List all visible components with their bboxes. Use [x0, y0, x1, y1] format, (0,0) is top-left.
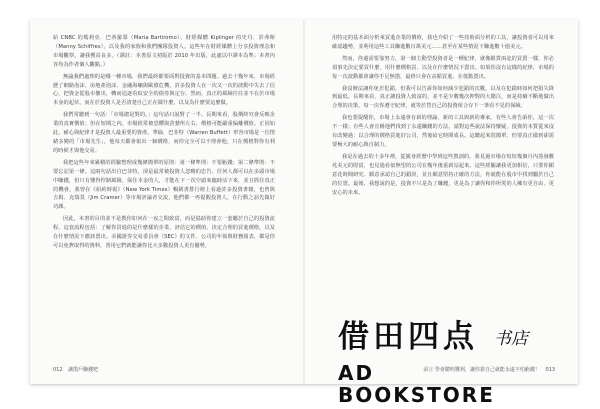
right-running-title: 學會聰明獲利，讓你靠自己就能永遠不怕虧錢！ — [434, 367, 540, 373]
left-page-number: 012 — [53, 367, 63, 373]
watermark-chinese-text: 借田四点 — [338, 319, 478, 355]
left-running-title: 讓散戶賺錢吧 — [68, 367, 99, 373]
watermark-english-text: AD BOOKSTORE — [338, 361, 495, 407]
right-paragraph-5: 我是在過去的十多年裡，從親身經歷中學到這些教訓的。我見過市場在短短幾個月內蒸發數兆美元的財富，也見過看似無望的公司在幾年後重新站起來。這些經驗讓我更加相信，只要你願意花時間研究、願意承認自己的錯誤，並且願意堅持正確的方法，你就能在股市中找到屬於自己的位置。最後，我想說的是，投資不只是為了賺錢，更是為了讓你和你所愛的人擁有更自由、更安心的未來。 — [332, 153, 554, 196]
right-page — [332, 34, 554, 364]
bookstore-watermark-logo — [338, 319, 538, 407]
left-paragraph-1: 給 CNBC 的瑪莉亞．巴蒂羅慕（Maria Bartiromo）、財經媒體 Kiplinger 的史丹．許弗斯（Manny Schiffres），以及我的家族和我們團隊投資人。這些年在財經媒體上分享投資理念和市場觀察，讓我獲益良多。（譯註：本書原文初版於 2010 年出版，此處以中譯本為準；本書內容均為作者個人觀點。） — [53, 35, 275, 68]
right-paragraph-3: 我沒辦法讓你免於犯錯，但我可以告訴你如何減少犯錯的次數，以及在犯錯時如何把損失降到最低。長期來看，真正讓投資人致富的，並不是少數幾次押對的大賭注，而是持續不斷地做出合理的決策。每一次你遵守紀律，就等於替自己的投資組合存下一筆看不見的保險。 — [332, 85, 554, 110]
left-page-folio — [53, 366, 98, 373]
watermark-sub-text: 书店 — [494, 329, 528, 349]
right-paragraph-4: 我也要提醒你，市場上永遠會有新的理論、新的工具與新的專家。有些人會告訴你，這一次不一樣；有些人會宣稱他們找到了永遠賺錢的方法。請對這些說法保持懷疑。投資的本質從來沒有改變過：以合理的價格買進好公司，然後給它時間成長。這聽起來很簡單，但要真正做到卻需要極大的耐心與自制力。 — [332, 115, 554, 148]
right-paragraph-1: 用特定的基本面分析來買進企業的價值，我也介紹了一些技術面分析的工具，讓投資者可以用來確認趨勢，並利用這些工具賺進數百萬美元……甚至在某些情況下賺進數十億美元。 — [332, 35, 554, 50]
left-paragraph-5: 因此，本書的目的並不是教你如何在一夜之間致富，而是協助你建立一套屬於自己的投資流程。這套流程包括：了解你買進的是什麼樣的企業、評估它的價值、決定合理的買進價格，以及在什麼情況下應該賣出。美國證券交易委員會（SEC）的文件、公司的年報與財務報表，都是你可以免費取得的資料，善用它們就能讓你比大多數投資人更有優勢。 — [53, 216, 275, 249]
right-page-number: 013 — [545, 367, 555, 373]
right-paragraph-2: 然而，你還需要靠努力，第一個主動型投資者是一種紀律，就像銀貨兩訖的買賣一樣，你必須事先決定要買什麼、用什麼價格買、以及在什麼情況下賣出。如果你沒有這樣的紀律，市場的每一次波動都會讓你手足無措，最終只會在高點買進、在低點賣出。 — [332, 55, 554, 80]
left-paragraph-4: 我把這些年來累積的經驗整理成幾條簡單的原則：第一條準則：不要虧錢；第二條準則：不要忘記第一條。這兩句話出自巴菲特，卻是最常被投資人忽略的忠告。任何人都可以在多頭市場中賺錢，但只有懂得控制風險、保住本金的人，才能在下一次空頭來臨時活下來，並且抓住真正的機會。我曾在《紐約時報》（New York Times）暢銷書排行榜上看過許多投資書籍，也曾與吉姆．克瑞莫（Jim Cramer）等市場評論者交流，他們都一再提醒投資人，在行動之前先做好功課。 — [53, 159, 275, 211]
left-paragraph-3: 我們常聽到一句話：「市場總是對的。」這句話只說對了一半。長期來看，股價終究會反映企業的真實價值；但在短期之內，市場經常被恐懼與貪婪所左右，價格可能嚴重偏離價值。正因如此，耐心與紀律才是投資人最重要的資產。華倫．巴菲特（Warren Buffett）形容市場是一位情緒多變的「市場先生」，他每天都會報出一個價格，而你完全可以不理會他，只在價格對你有利的時候才與他交易。 — [53, 112, 275, 154]
right-section-label: 前言 — [423, 367, 434, 373]
book-gutter — [303, 20, 305, 384]
left-paragraph-2: 無論我們處理的是哪一種市場，我們最終都要面對投資的基本問題。過去十幾年來，市場經歷了網路泡沫、房地產泡沫、金融海嘯與歐債危機，許多投資人在一次又一次的波動中失去了信心，把資金從股市撤出，轉而追逐看似安全的債券與定存。然而，真正的風險往往並不在於市場本身的起伏，而在於投資人是否清楚自己正在做什麼，以及為什麼要這麼做。 — [53, 73, 275, 107]
left-page — [53, 34, 275, 364]
